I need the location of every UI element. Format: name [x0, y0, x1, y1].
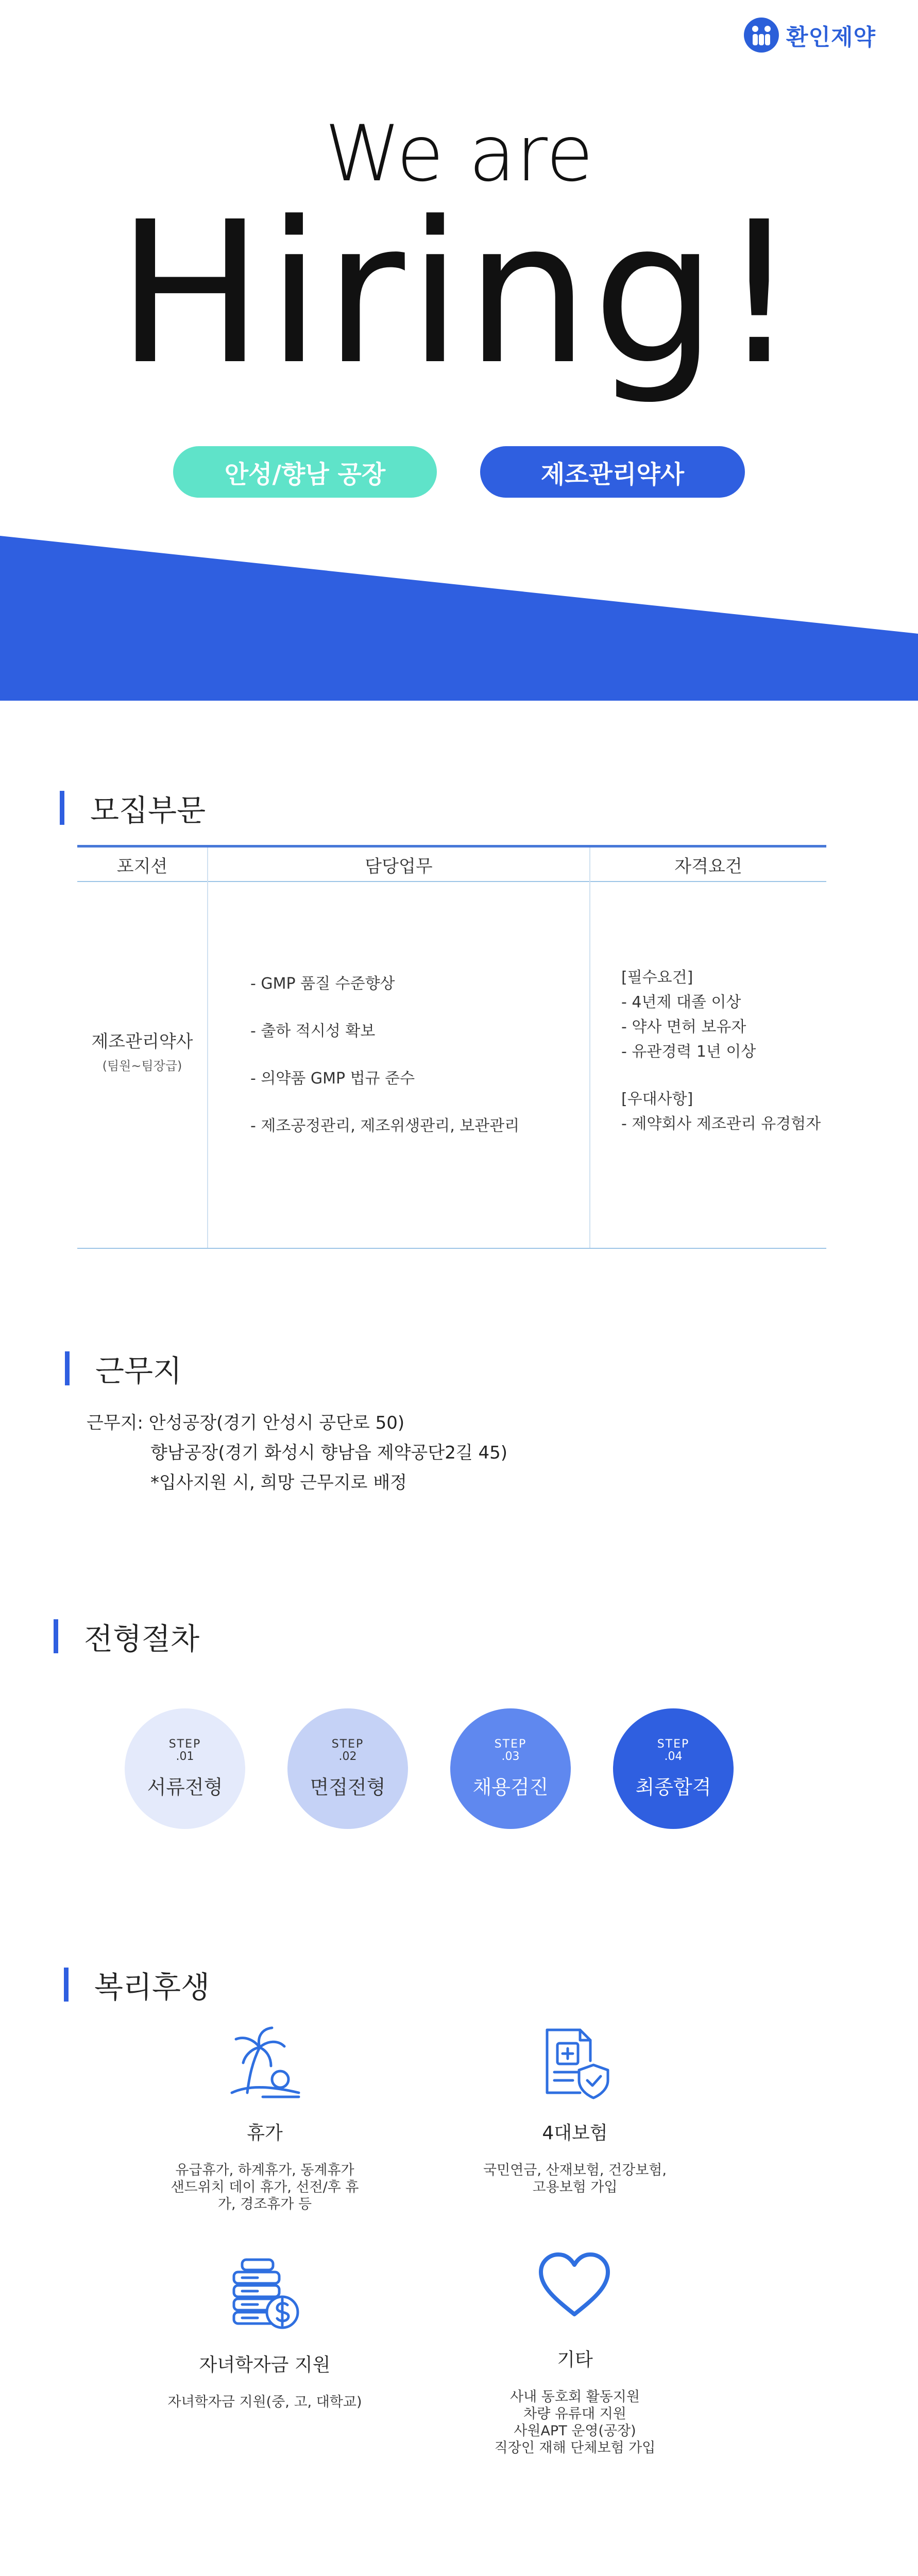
benefit-tuition — [131, 2350, 399, 2411]
location-section-title — [65, 1347, 182, 1390]
location-line: 향남공장(경기 화성시 향남읍 제약공단2길 45) — [150, 1443, 508, 1463]
process-step-1 — [125, 1708, 245, 1829]
benefit-title: 4대보험 — [542, 2123, 608, 2144]
step-label: STEP — [494, 1737, 527, 1751]
recruit-table — [77, 845, 826, 1249]
table-header-duty: 담당업무 — [365, 856, 433, 877]
table-header-position: 포지션 — [116, 856, 168, 877]
benefit-desc-line: 사원APT 운영(공장) — [514, 2422, 636, 2439]
required-item: - 약사 면허 보유자 — [621, 1018, 746, 1036]
step-name: 채용검진 — [472, 1776, 549, 1799]
duty-item: - 제조공정관리, 제조위생관리, 보관관리 — [250, 1117, 520, 1135]
benefits-title: 복리후생 — [94, 1970, 210, 2005]
benefit-vacation — [131, 2119, 399, 2213]
table-bottom-border — [77, 1248, 826, 1249]
site-pill: 안성/향남 공장 — [173, 446, 437, 498]
benefit-desc-line: 가, 경조휴가 등 — [217, 2196, 312, 2212]
section-bar — [64, 1968, 69, 2002]
position-level: (팀원~팀장급) — [102, 1059, 182, 1073]
duty-item: - 출하 적시성 확보 — [250, 1022, 376, 1040]
benefit-desc-line: 직장인 재해 단체보험 가입 — [494, 2439, 656, 2456]
duty-list — [250, 971, 519, 1160]
benefit-insurance — [441, 2119, 709, 2196]
table-header-border — [77, 881, 826, 882]
benefit-desc-line: 자녀학자금 지원(중, 고, 대학교) — [167, 2394, 362, 2410]
step-number: .02 — [338, 1750, 357, 1764]
process-step-3 — [450, 1708, 571, 1829]
company-logo — [743, 16, 876, 54]
benefit-desc-line: 국민연금, 산재보험, 건강보험, — [483, 2162, 667, 2178]
preferred-item: - 제약회사 제조관리 유경험자 — [621, 1115, 821, 1133]
benefit-desc-line: 사내 동호회 활동지원 — [510, 2389, 640, 2405]
duty-item: - GMP 품질 수준향상 — [250, 975, 395, 993]
location-line: 근무지: 안성공장(경기 안성시 공단로 50) — [87, 1413, 405, 1433]
benefit-desc-line: 고용보험 가입 — [532, 2179, 618, 2195]
benefit-desc-line: 차량 유류대 지원 — [523, 2405, 626, 2422]
step-label: STEP — [331, 1737, 364, 1751]
hero-blue-band — [0, 536, 918, 701]
process-step-4 — [613, 1708, 734, 1829]
company-logo-text: 환인제약 — [786, 24, 876, 50]
step-number: .01 — [176, 1750, 194, 1764]
benefit-title: 휴가 — [247, 2123, 283, 2144]
benefit-title: 기타 — [557, 2349, 593, 2370]
recruit-title: 모집부문 — [90, 793, 206, 828]
table-divider — [207, 848, 208, 1248]
table-top-border — [77, 845, 826, 848]
benefit-etc — [441, 2345, 709, 2457]
hero-hiring: Hiring! — [116, 179, 802, 408]
step-number: .03 — [501, 1750, 520, 1764]
qualification-list — [621, 964, 821, 1136]
required-title: [필수요건] — [621, 969, 693, 987]
process-section-title — [54, 1615, 199, 1658]
duty-item: - 의약품 GMP 법규 준수 — [250, 1070, 415, 1088]
coins-dollar-icon — [227, 2257, 304, 2334]
step-name: 서류전형 — [147, 1776, 223, 1799]
benefit-desc — [131, 2162, 399, 2213]
location-block — [87, 1409, 507, 1498]
step-name: 최종합격 — [635, 1776, 711, 1799]
benefit-desc-line: 샌드위치 데이 휴가, 선전/후 휴 — [171, 2179, 359, 2195]
benefit-title: 자녀학자금 지원 — [199, 2354, 331, 2376]
process-step-2 — [287, 1708, 408, 1829]
required-item: - 4년제 대졸 이상 — [621, 993, 741, 1011]
hero-we-are: We are — [324, 109, 594, 199]
section-bar — [54, 1619, 58, 1653]
preferred-title: [우대사항] — [621, 1090, 693, 1108]
step-name: 면접전형 — [310, 1776, 386, 1799]
palm-beach-icon — [227, 2025, 304, 2102]
benefit-desc — [441, 2389, 709, 2457]
benefit-desc-line: 유급휴가, 하계휴가, 동계휴가 — [175, 2162, 354, 2178]
heart-icon — [536, 2249, 613, 2321]
step-number: .04 — [664, 1750, 683, 1764]
role-pill: 제조관리약사 — [480, 446, 745, 498]
position-cell — [77, 1027, 207, 1074]
insurance-document-icon — [537, 2025, 614, 2102]
benefit-desc — [441, 2162, 709, 2196]
recruit-section-title — [60, 786, 206, 829]
table-header-qualification: 자격요건 — [674, 856, 742, 877]
location-note: *입사지원 시, 희망 근무지로 배정 — [150, 1472, 407, 1493]
location-title: 근무지 — [95, 1353, 182, 1388]
section-bar — [65, 1351, 70, 1385]
section-bar — [60, 791, 64, 825]
table-divider — [589, 848, 590, 1248]
position-name: 제조관리약사 — [91, 1031, 193, 1052]
required-item: - 유관경력 1년 이상 — [621, 1043, 756, 1061]
step-label: STEP — [657, 1737, 690, 1751]
step-label: STEP — [168, 1737, 201, 1751]
benefits-section-title — [64, 1963, 210, 2006]
process-title: 전형절차 — [84, 1621, 200, 1656]
company-logo-icon — [743, 16, 780, 54]
benefit-desc — [131, 2394, 399, 2411]
